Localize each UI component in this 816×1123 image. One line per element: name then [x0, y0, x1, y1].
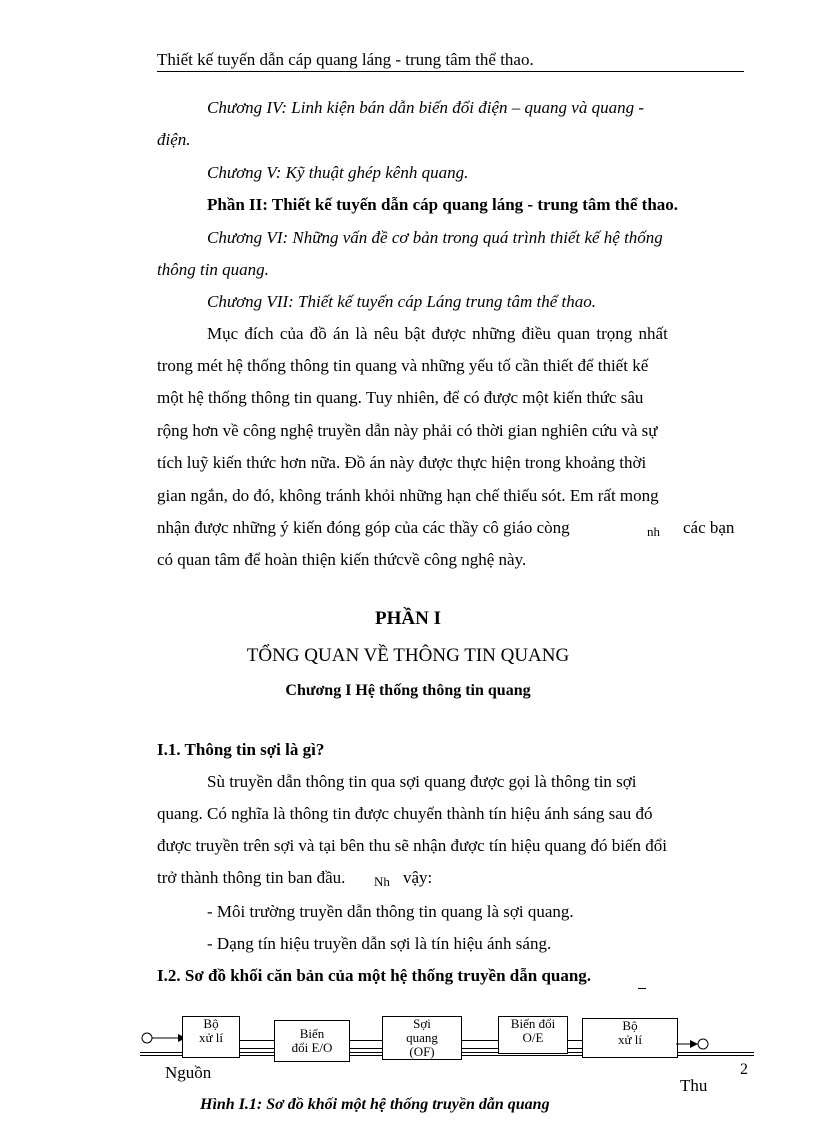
- block-processor-tx: Bộ xử lí: [182, 1016, 240, 1058]
- block-processor-rx: Bộ xử lí: [582, 1018, 678, 1058]
- chapter-title: Chương I Hệ thống thông tin quang: [285, 682, 531, 699]
- header-rule: [157, 71, 744, 72]
- link-line: [462, 1040, 498, 1041]
- section-1-1-line: quang. Có nghĩa là thông tin được chuyển thành tín hiệu ánh sáng sau đó: [157, 804, 653, 823]
- section-1-1-heading: I.1. Thông tin sợi là gì?: [157, 740, 325, 759]
- purpose-line: có quan tâm để hoàn thiện kiến thứcvề công nghệ này.: [157, 550, 527, 569]
- block-eo-converter: Biến đổi E/O: [274, 1020, 350, 1062]
- chapter-4-line2: điện.: [157, 130, 191, 149]
- page-number: 2: [740, 1061, 748, 1078]
- purpose-line: một hệ thống thông tin quang. Tuy nhiên, để có được một kiến thức sâu: [157, 388, 644, 407]
- running-header: Thiết kế tuyến dẫn cáp quang láng - trung tâm thể thao.: [157, 50, 534, 69]
- section-1-1-fragment: Nh: [374, 874, 390, 889]
- section-1-2-heading: I.2. Sơ đồ khối căn bản của một hệ thống truyền dẫn quang.: [157, 966, 592, 985]
- figure-caption: Hình I.1: Sơ đồ khối một hệ thống truyền dẫn quang: [200, 1096, 550, 1113]
- purpose-line-end: các bạn: [683, 518, 735, 537]
- purpose-line: gian ngắn, do đó, không tránh khỏi những hạn chế thiếu sót. Em rất mong: [157, 486, 659, 505]
- link-line: [350, 1048, 382, 1049]
- block-optical-fiber: Sợi quang (OF): [382, 1016, 462, 1060]
- block-oe-converter: Biến đổi O/E: [498, 1016, 568, 1054]
- link-line: [568, 1048, 582, 1049]
- source-label: Nguồn: [165, 1063, 212, 1082]
- purpose-line: tích luỹ kiến thức hơn nữa. Đồ án này được thực hiện trong khoảng thời: [157, 453, 647, 472]
- part-title: PHẦN I: [375, 608, 441, 629]
- sink-label: Thu: [680, 1076, 708, 1095]
- heading-underline: [638, 988, 646, 989]
- chapter-6-line1: Chương VI: Những vấn đề cơ bản trong quá trình thiết kế hệ thống: [207, 228, 663, 247]
- bullet-item: - Môi trường truyền dẫn thông tin quang là sợi quang.: [207, 902, 574, 921]
- bullet-item: - Dạng tín hiệu truyền dẫn sợi là tín hiệu ánh sáng.: [207, 934, 552, 953]
- section-1-1-line: trở thành thông tin ban đầu.: [157, 868, 346, 887]
- section-1-1-line: Sù truyền dẫn thông tin qua sợi quang được gọi là thông tin sợi: [207, 772, 637, 791]
- purpose-line: rộng hơn về công nghệ truyền dẫn này phải có thời gian nghiên cứu và sự: [157, 421, 658, 440]
- link-line: [350, 1040, 382, 1041]
- purpose-line: nhận được những ý kiến đóng góp của các thầy cô giáo còng: [157, 518, 570, 537]
- link-line: [462, 1048, 498, 1049]
- chapter-7: Chương VII: Thiết kế tuyến cáp Láng trung tâm thể thao.: [207, 292, 596, 311]
- link-line: [568, 1040, 582, 1041]
- section-1-1-line-end: vậy:: [403, 868, 433, 887]
- chapter-4-line1: Chương IV: Linh kiện bán dẫn biến đổi điện – quang và quang -: [207, 98, 644, 117]
- section-1-1-line: được truyền trên sợi và tại bên thu sẽ nhận được tín hiệu quang đó biến đổi: [157, 836, 667, 855]
- part-2-heading: Phần II: Thiết kế tuyến dẫn cáp quang láng - trung tâm thể thao.: [207, 195, 679, 214]
- purpose-fragment: nh: [647, 524, 660, 539]
- purpose-line: Mục đích của đồ án là nêu bật được những điều quan trọng nhất: [207, 324, 668, 343]
- chapter-5: Chương V: Kỹ thuật ghép kênh quang.: [207, 163, 469, 182]
- output-arrow: [676, 1034, 716, 1054]
- purpose-line: trong mét hệ thống thông tin quang và những yếu tố cần thiết để thiết kế: [157, 356, 649, 375]
- chapter-6-line2: thông tin quang.: [157, 260, 269, 279]
- part-subtitle: TỔNG QUAN VỀ THÔNG TIN QUANG: [246, 645, 570, 666]
